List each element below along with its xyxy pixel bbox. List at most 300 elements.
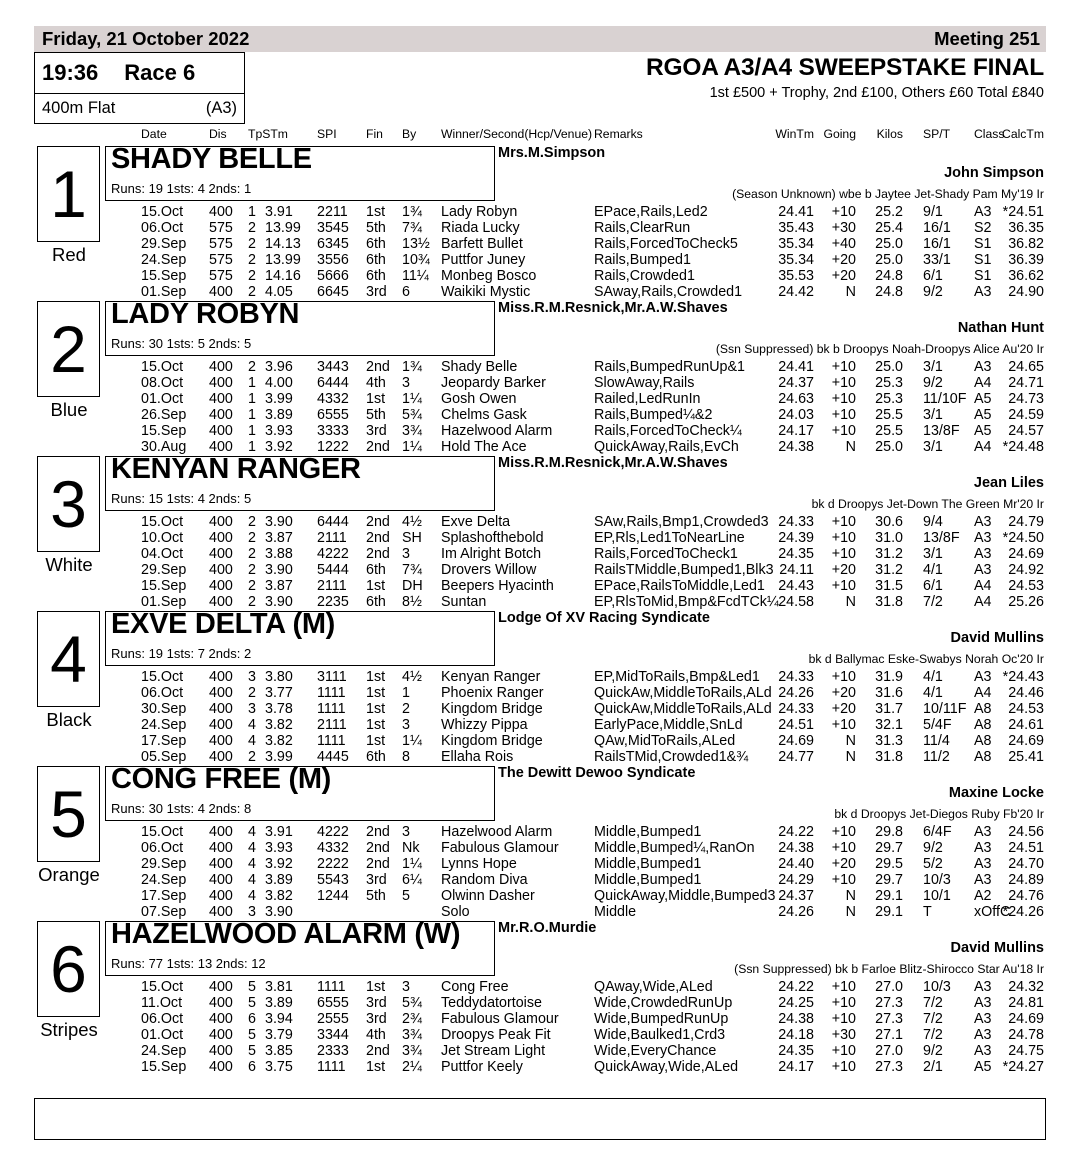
form-spi: 6555: [317, 407, 349, 424]
form-winner: Riada Lucky: [441, 220, 520, 237]
form-row: [34, 204, 1046, 220]
form-wintm: 24.63: [778, 391, 814, 408]
form-winner: Hazelwood Alarm: [441, 423, 553, 440]
form-by: 2¼: [402, 1059, 422, 1076]
form-row: [34, 391, 1046, 407]
form-wintm: 24.26: [778, 904, 814, 921]
form-date: 24.Sep: [141, 1043, 187, 1060]
form-fin: 6th: [366, 562, 386, 579]
form-spi: 3111: [317, 669, 347, 685]
form-class: A3: [974, 840, 992, 857]
dog-name-box[interactable]: [105, 298, 495, 356]
dog-trainer: David Mullins: [950, 940, 1044, 956]
dog-trainer: David Mullins: [950, 630, 1044, 646]
form-sectional: 14.13: [265, 236, 301, 253]
form-winner: Hazelwood Alarm: [441, 824, 553, 840]
dog-entry: [34, 764, 1046, 919]
form-spt: 7/2: [923, 1027, 943, 1044]
form-kilos: 25.4: [875, 220, 903, 237]
form-dis: 400: [209, 717, 233, 734]
form-remarks: Middle: [594, 904, 637, 921]
form-remarks: EPace,Rails,Led2: [594, 204, 708, 220]
race-title: RGOA A3/A4 SWEEPSTAKE FINAL: [646, 54, 1044, 81]
form-class: A3: [974, 530, 992, 547]
form-class: A4: [974, 594, 992, 611]
form-date: 26.Sep: [141, 407, 187, 424]
form-dis: 400: [209, 204, 233, 220]
column-headers: [34, 124, 1046, 144]
form-going: N: [845, 284, 856, 301]
form-sectional: 3.80: [265, 669, 293, 685]
form-sectional: 3.82: [265, 888, 293, 905]
form-calctm: 24.71: [1008, 375, 1044, 392]
form-remarks: Rails,Bumped¼&2: [594, 407, 713, 424]
form-by: 4½: [402, 669, 422, 685]
dog-owner: Miss.R.M.Resnick,Mr.A.W.Shaves: [498, 300, 728, 316]
form-going: N: [845, 733, 856, 750]
form-winner: Kingdom Bridge: [441, 701, 543, 718]
form-row: [34, 717, 1046, 733]
form-remarks: Middle,Bumped¼,RanOn: [594, 840, 755, 857]
form-class: A2: [974, 888, 992, 905]
form-spt: 4/1: [923, 685, 943, 702]
dog-name: LADY ROBYN: [111, 298, 300, 330]
col-spt: SP/T: [923, 127, 951, 141]
form-sectional: 3.99: [265, 749, 293, 766]
form-spi: 2235: [317, 594, 349, 611]
form-row: [34, 268, 1046, 284]
form-going: +10: [831, 840, 856, 857]
dog-name-box[interactable]: [105, 143, 495, 201]
form-remarks: QuickAway,Rails,EvCh: [594, 439, 739, 456]
form-class: S1: [974, 268, 992, 285]
form-kilos: 30.6: [875, 514, 903, 530]
form-sectional: 14.16: [265, 268, 301, 285]
form-spt: 16/1: [923, 220, 951, 237]
form-going: +10: [831, 717, 856, 734]
form-winner: Ellaha Rois: [441, 749, 514, 766]
form-fin: 5th: [366, 220, 386, 237]
form-spi: 1111: [317, 685, 346, 702]
form-trap: 5: [248, 1043, 256, 1060]
form-date: 06.Oct: [141, 685, 184, 702]
form-spi: 2211: [317, 204, 348, 220]
col-calctm: CalcTm: [1002, 127, 1044, 141]
form-dis: 400: [209, 391, 233, 408]
trap-color-label: Orange: [38, 864, 100, 885]
form-spi: 3344: [317, 1027, 349, 1044]
form-wintm: 24.37: [778, 375, 814, 392]
form-calctm: 36.62: [1008, 268, 1044, 285]
form-wintm: 24.38: [778, 1011, 814, 1028]
form-spt: 5/2: [923, 856, 943, 873]
dog-name-box[interactable]: [105, 608, 495, 666]
col-kilos: Kilos: [876, 127, 903, 141]
form-rows: [34, 669, 1046, 766]
form-spt: 6/1: [923, 268, 943, 285]
form-dis: 400: [209, 439, 233, 456]
form-wintm: 35.53: [778, 268, 814, 285]
form-spt: 6/1: [923, 578, 943, 595]
form-class: A5: [974, 391, 992, 408]
form-class: A5: [974, 407, 992, 424]
form-date: 15.Oct: [141, 359, 184, 375]
form-fin: 2nd: [366, 514, 390, 530]
form-calctm: 24.69: [1008, 546, 1044, 563]
form-calctm: 24.78: [1008, 1027, 1044, 1044]
form-date: 24.Sep: [141, 252, 187, 269]
form-fin: 4th: [366, 375, 386, 392]
form-trap: 2: [248, 268, 256, 285]
form-row: [34, 888, 1046, 904]
dog-owner: The Dewitt Dewoo Syndicate: [498, 765, 696, 781]
form-remarks: Rails,ClearRun: [594, 220, 691, 237]
form-by: 7¾: [402, 562, 422, 579]
form-sectional: 3.78: [265, 701, 293, 718]
form-winner: Shady Belle: [441, 359, 518, 375]
form-sectional: 3.92: [265, 856, 293, 873]
form-spi: 2333: [317, 1043, 349, 1060]
form-going: +10: [831, 423, 856, 440]
form-dis: 400: [209, 701, 233, 718]
form-winner: Drovers Willow: [441, 562, 537, 579]
race-info-box: [34, 52, 245, 124]
form-trap: 4: [248, 888, 256, 905]
form-date: 06.Oct: [141, 1011, 184, 1028]
col-remarks: Remarks: [594, 127, 643, 141]
form-dis: 400: [209, 669, 233, 685]
form-dis: 400: [209, 856, 233, 873]
form-spt: 11/4: [923, 733, 950, 750]
form-sectional: 3.90: [265, 514, 293, 530]
trap-color-label: White: [45, 554, 93, 575]
form-kilos: 31.2: [875, 562, 903, 579]
form-wintm: 24.33: [778, 669, 814, 685]
form-sectional: 3.90: [265, 594, 293, 611]
form-winner: Hold The Ace: [441, 439, 527, 456]
form-remarks: QuickAway,Middle,Bumped3: [594, 888, 776, 905]
form-winner: Chelms Gask: [441, 407, 527, 424]
form-remarks: QuickAway,Wide,ALed: [594, 1059, 739, 1076]
form-trap: 4: [248, 717, 256, 734]
dog-trainer: Jean Liles: [973, 475, 1044, 491]
form-fin: 6th: [366, 749, 386, 766]
form-wintm: 24.22: [778, 979, 814, 995]
form-row: [34, 530, 1046, 546]
form-going: +20: [831, 268, 856, 285]
form-spi: 2111: [317, 717, 347, 734]
form-spt: T: [923, 904, 932, 921]
form-going: +10: [831, 514, 856, 530]
form-fin: 4th: [366, 1027, 386, 1044]
form-spi: 2222: [317, 856, 349, 873]
form-remarks: Rails,Crowded1: [594, 268, 695, 285]
form-winner: Waikiki Mystic: [441, 284, 531, 301]
form-by: 5: [402, 888, 410, 905]
form-trap: 2: [248, 514, 256, 530]
form-trap: 1: [248, 439, 256, 456]
form-class: A3: [974, 284, 992, 301]
form-going: +20: [831, 252, 856, 269]
form-date: 01.Sep: [141, 284, 187, 301]
form-date: 30.Aug: [141, 439, 187, 456]
form-fin: 2nd: [366, 1043, 390, 1060]
form-calctm: 36.39: [1008, 252, 1044, 269]
form-sectional: 3.88: [265, 546, 293, 563]
footer-notes-box: [34, 1098, 1046, 1140]
form-spt: 2/1: [923, 1059, 943, 1076]
form-class: A8: [974, 717, 992, 734]
dog-entry: [34, 454, 1046, 609]
form-by: 3¾: [402, 1027, 422, 1044]
form-going: N: [845, 594, 856, 611]
form-remarks: Wide,Baulked1,Crd3: [594, 1027, 726, 1044]
form-kilos: 27.0: [875, 1043, 903, 1060]
col-spi: SPI: [317, 127, 337, 141]
form-calctm: 24.70: [1008, 856, 1044, 873]
form-spt: 33/1: [923, 252, 951, 269]
form-wintm: 24.51: [778, 717, 814, 734]
racecard-sheet: [34, 26, 1046, 1082]
form-wintm: 24.26: [778, 685, 814, 702]
form-spi: 4445: [317, 749, 349, 766]
form-sectional: 3.92: [265, 439, 293, 456]
form-class: A4: [974, 375, 992, 392]
form-calctm: *24.51: [1002, 204, 1044, 220]
form-dis: 400: [209, 423, 233, 440]
form-trap: 2: [248, 562, 256, 579]
form-trap: 2: [248, 546, 256, 563]
dog-owner: Mr.R.O.Murdie: [498, 920, 597, 936]
form-spt: 11/10F: [923, 391, 967, 408]
form-sectional: 3.99: [265, 391, 293, 408]
form-sectional: 3.93: [265, 840, 293, 857]
form-fin: 2nd: [366, 530, 390, 547]
form-sectional: 3.75: [265, 1059, 293, 1076]
form-wintm: 24.38: [778, 840, 814, 857]
form-date: 15.Sep: [141, 1059, 187, 1076]
form-date: 17.Sep: [141, 888, 187, 905]
form-date: 29.Sep: [141, 562, 187, 579]
form-fin: 1st: [366, 669, 386, 685]
dog-breeding: (Season Unknown) wbe b Jaytee Jet-Shady Pam My'19 Ir: [732, 187, 1044, 201]
form-kilos: 29.7: [875, 872, 903, 889]
form-remarks: QAway,Wide,ALed: [594, 979, 713, 995]
form-row: [34, 220, 1046, 236]
form-dis: 400: [209, 685, 233, 702]
form-wintm: 24.29: [778, 872, 814, 889]
form-remarks: Middle,Bumped1: [594, 824, 702, 840]
form-date: 10.Oct: [141, 530, 184, 547]
form-dis: 400: [209, 733, 233, 750]
form-date: 17.Sep: [141, 733, 187, 750]
form-fin: 1st: [366, 701, 386, 718]
dog-entry: [34, 299, 1046, 454]
form-remarks: QuickAw,MiddleToRails,ALd: [594, 685, 772, 702]
form-remarks: EPace,RailsToMiddle,Led1: [594, 578, 765, 595]
form-sectional: 4.00: [265, 375, 293, 392]
col-class: Class: [974, 127, 1005, 141]
race-time: 19:36: [42, 60, 99, 85]
form-fin: 5th: [366, 888, 386, 905]
form-spt: 3/1: [923, 407, 943, 424]
form-winner: Jeopardy Barker: [441, 375, 546, 392]
form-rows: [34, 514, 1046, 611]
form-kilos: 25.3: [875, 391, 903, 408]
form-spi: 6345: [317, 236, 349, 253]
form-date: 01.Oct: [141, 1027, 184, 1044]
form-wintm: 24.17: [778, 423, 814, 440]
form-trap: 6: [248, 1059, 256, 1076]
form-rows: [34, 359, 1046, 456]
dog-trainer: Nathan Hunt: [957, 320, 1044, 336]
dog-name-box[interactable]: [105, 763, 495, 821]
dog-stats: Runs: 15 1sts: 4 2nds: 5: [111, 491, 252, 506]
form-kilos: 32.1: [875, 717, 903, 734]
form-going: +10: [831, 872, 856, 889]
form-going: +10: [831, 669, 856, 685]
form-by: 4½: [402, 514, 422, 530]
form-wintm: 24.35: [778, 1043, 814, 1060]
form-spt: 5/4F: [923, 717, 952, 734]
form-sectional: 3.87: [265, 578, 293, 595]
form-wintm: 24.39: [778, 530, 814, 547]
form-fin: 3rd: [366, 872, 387, 889]
form-fin: 1st: [366, 1059, 386, 1076]
form-spi: 5543: [317, 872, 349, 889]
form-trap: 4: [248, 733, 256, 750]
form-dis: 400: [209, 407, 233, 424]
form-trap: 1: [248, 423, 256, 440]
form-calctm: 25.41: [1008, 749, 1044, 766]
form-spt: 13/8F: [923, 423, 960, 440]
dog-stats: Runs: 19 1sts: 7 2nds: 2: [111, 646, 252, 661]
form-trap: 2: [248, 578, 256, 595]
form-class: A8: [974, 749, 992, 766]
form-spt: 10/3: [923, 872, 951, 889]
dog-owner: Lodge Of XV Racing Syndicate: [498, 610, 710, 626]
form-wintm: 35.43: [778, 220, 814, 237]
form-calctm: 24.81: [1008, 995, 1044, 1012]
form-date: 15.Sep: [141, 268, 187, 285]
form-dis: 400: [209, 530, 233, 547]
dog-stats: Runs: 19 1sts: 4 2nds: 1: [111, 181, 252, 196]
form-row: [34, 1043, 1046, 1059]
col-tpstm: TpSTm: [248, 127, 288, 141]
form-fin: 1st: [366, 685, 386, 702]
dog-trainer: Maxine Locke: [948, 785, 1044, 801]
form-winner: Jet Stream Light: [441, 1043, 546, 1060]
form-trap: 4: [248, 856, 256, 873]
form-row: [34, 578, 1046, 594]
form-calctm: 24.92: [1008, 562, 1044, 579]
form-wintm: 24.41: [778, 359, 814, 375]
form-wintm: 35.34: [778, 236, 814, 253]
form-dis: 400: [209, 284, 233, 301]
form-dis: 400: [209, 514, 233, 530]
form-fin: 1st: [366, 979, 386, 995]
col-dis: Dis: [209, 127, 227, 141]
form-spt: 9/2: [923, 840, 943, 857]
form-winner: Im Alright Botch: [441, 546, 542, 563]
form-trap: 2: [248, 252, 256, 269]
form-calctm: 24.90: [1008, 284, 1044, 301]
form-date: 07.Sep: [141, 904, 187, 921]
form-row: [34, 236, 1046, 252]
form-spi: 3545: [317, 220, 349, 237]
dog-owner: Miss.R.M.Resnick,Mr.A.W.Shaves: [498, 455, 728, 471]
form-spt: 7/2: [923, 1011, 943, 1028]
form-calctm: 24.57: [1008, 423, 1044, 440]
form-wintm: 24.33: [778, 701, 814, 718]
form-fin: 2nd: [366, 546, 390, 563]
form-winner: Barfett Bullet: [441, 236, 523, 253]
dog-name-box[interactable]: [105, 453, 495, 511]
dogs-container: [34, 144, 1046, 1082]
form-going: +10: [831, 359, 856, 375]
form-row: [34, 840, 1046, 856]
form-by: 13½: [402, 236, 430, 253]
form-trap: 1: [248, 204, 256, 220]
form-row: [34, 375, 1046, 391]
form-spt: 3/1: [923, 439, 943, 456]
form-date: 15.Oct: [141, 669, 184, 685]
form-fin: 2nd: [366, 856, 390, 873]
meeting-bar: [34, 26, 1046, 52]
form-spi: 1111: [317, 733, 346, 750]
form-spt: 9/2: [923, 375, 943, 392]
form-sectional: 3.81: [265, 979, 293, 995]
form-class: A3: [974, 824, 992, 840]
form-wintm: 35.34: [778, 252, 814, 269]
form-calctm: 24.32: [1008, 979, 1044, 995]
form-trap: 1: [248, 375, 256, 392]
form-remarks: EP,MidToRails,Bmp&Led1: [594, 669, 760, 685]
dog-name-box[interactable]: [105, 918, 495, 976]
dog-owner: Mrs.M.Simpson: [498, 145, 606, 161]
form-fin: 3rd: [366, 1011, 387, 1028]
form-winner: Kenyan Ranger: [441, 669, 541, 685]
form-date: 01.Sep: [141, 594, 187, 611]
form-row: [34, 979, 1046, 995]
form-kilos: 31.0: [875, 530, 903, 547]
form-spi: 1222: [317, 439, 349, 456]
dog-name: EXVE DELTA (M): [111, 608, 336, 640]
form-trap: 2: [248, 685, 256, 702]
form-wintm: 24.37: [778, 888, 814, 905]
dog-entry: [34, 609, 1046, 764]
form-fin: 3rd: [366, 423, 387, 440]
form-by: 8: [402, 749, 410, 766]
form-row: [34, 824, 1046, 840]
form-winner: Fabulous Glamour: [441, 1011, 559, 1028]
form-spt: 6/4F: [923, 824, 952, 840]
form-class: A3: [974, 1011, 992, 1028]
form-going: +10: [831, 204, 856, 220]
form-spt: 10/1: [923, 888, 951, 905]
form-dis: 400: [209, 995, 233, 1012]
form-wintm: 24.17: [778, 1059, 814, 1076]
dog-trainer: John Simpson: [944, 165, 1044, 181]
form-trap: 2: [248, 220, 256, 237]
form-spi: 5666: [317, 268, 349, 285]
form-remarks: SAway,Rails,Crowded1: [594, 284, 743, 301]
dog-stats: Runs: 30 1sts: 5 2nds: 5: [111, 336, 252, 351]
form-class: A3: [974, 856, 992, 873]
form-by: 8½: [402, 594, 422, 611]
form-dis: 400: [209, 824, 233, 840]
form-going: +10: [831, 391, 856, 408]
